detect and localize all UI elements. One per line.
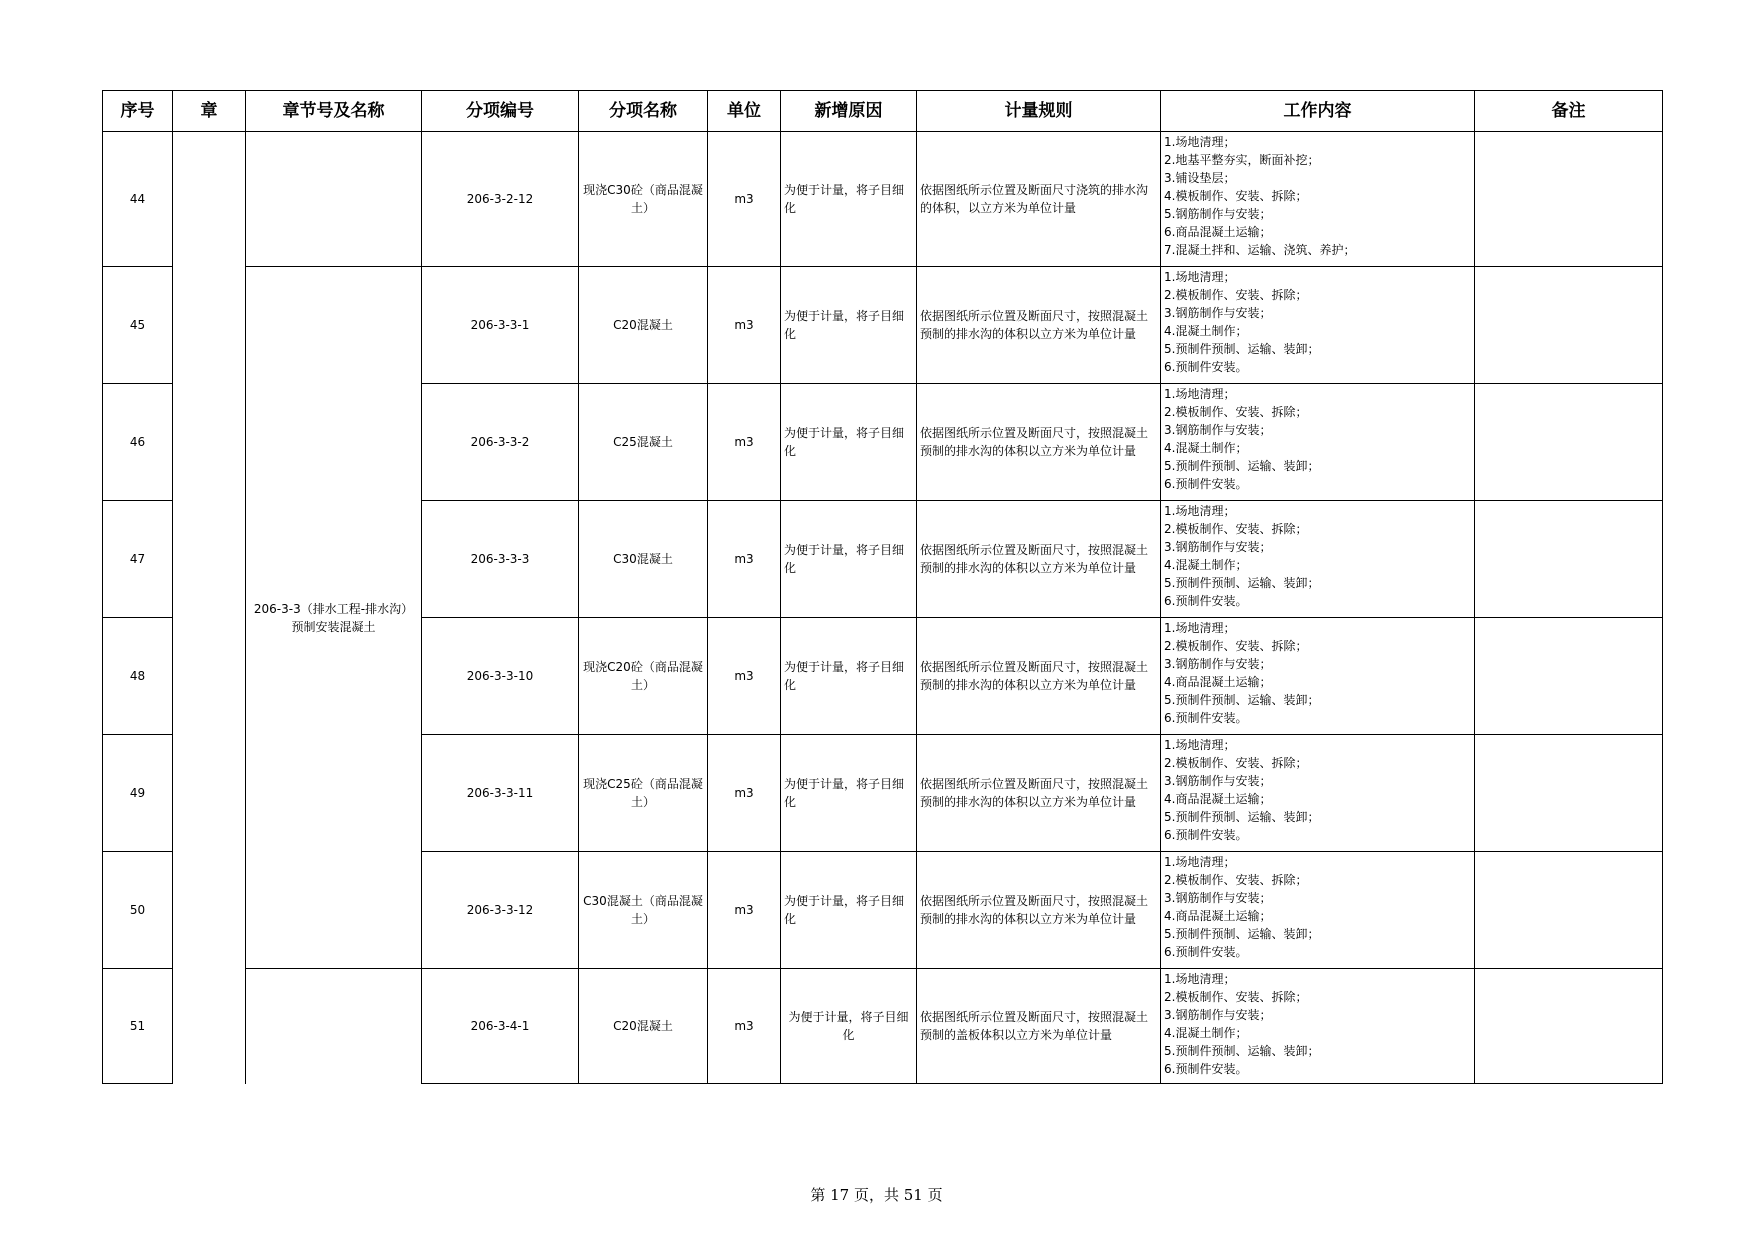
cell-section: 206-3-3（排水工程-排水沟）预制安装混凝土 <box>246 267 422 969</box>
cell-work <box>1161 969 1475 1084</box>
cell-rule: 依据图纸所示位置及断面尺寸，按照混凝土预制的排水沟的体积以立方米为单位计量 <box>917 852 1161 969</box>
cell-reason: 为便于计量，将子目细化 <box>781 384 917 501</box>
cell-rule: 依据图纸所示位置及断面尺寸，按照混凝土预制的盖板体积以立方米为单位计量 <box>917 969 1161 1084</box>
work-item: 2.地基平整夯实，断面补挖； <box>1164 153 1320 167</box>
cell-reason: 为便于计量，将子目细化 <box>781 852 917 969</box>
cell-rule: 依据图纸所示位置及断面尺寸，按照混凝土预制的排水沟的体积以立方米为单位计量 <box>917 735 1161 852</box>
cell-remark <box>1475 852 1663 969</box>
cell-work <box>1161 618 1475 735</box>
cell-unit: m3 <box>708 384 781 501</box>
cell-work <box>1161 132 1475 267</box>
work-item: 5.钢筋制作与安装； <box>1164 207 1272 221</box>
work-item: 4.混凝土制作； <box>1164 324 1248 338</box>
work-item: 4.商品混凝土运输； <box>1164 675 1272 689</box>
work-item: 7.混凝土拌和、运输、浇筑、养护； <box>1164 243 1356 257</box>
work-item: 6.预制件安装。 <box>1164 477 1248 491</box>
header-no: 序号 <box>103 91 173 132</box>
work-item: 2.模板制作、安装、拆除； <box>1164 288 1308 302</box>
header-section: 章节号及名称 <box>246 91 422 132</box>
work-item: 4.商品混凝土运输； <box>1164 792 1272 806</box>
cell-work <box>1161 267 1475 384</box>
work-item: 6.预制件安装。 <box>1164 711 1248 725</box>
cell-unit: m3 <box>708 132 781 267</box>
cell-name: C30混凝土（商品混凝土） <box>579 852 708 969</box>
header-name: 分项名称 <box>579 91 708 132</box>
work-item: 6.预制件安装。 <box>1164 828 1248 842</box>
cell-section-empty <box>246 969 422 1084</box>
header-remark: 备注 <box>1475 91 1663 132</box>
work-item: 6.预制件安装。 <box>1164 945 1248 959</box>
cell-no: 47 <box>103 501 173 618</box>
cell-code: 206-3-3-12 <box>422 852 579 969</box>
work-item: 3.钢筋制作与安装； <box>1164 540 1272 554</box>
cell-no: 51 <box>103 969 173 1084</box>
work-item: 5.预制件预制、运输、装卸； <box>1164 693 1320 707</box>
table-row <box>103 267 1663 384</box>
cell-no: 48 <box>103 618 173 735</box>
cell-reason: 为便于计量，将子目细化 <box>781 969 917 1084</box>
cell-remark <box>1475 501 1663 618</box>
cell-work <box>1161 735 1475 852</box>
cell-rule: 依据图纸所示位置及断面尺寸，按照混凝土预制的排水沟的体积以立方米为单位计量 <box>917 618 1161 735</box>
cell-name: C20混凝土 <box>579 267 708 384</box>
header-row <box>103 91 1663 132</box>
work-item: 3.钢筋制作与安装； <box>1164 657 1272 671</box>
cell-no: 46 <box>103 384 173 501</box>
cell-code: 206-3-3-1 <box>422 267 579 384</box>
work-item: 5.预制件预制、运输、装卸； <box>1164 927 1320 941</box>
cell-code: 206-3-3-10 <box>422 618 579 735</box>
work-item: 6.商品混凝土运输； <box>1164 225 1272 239</box>
header-rule: 计量规则 <box>917 91 1161 132</box>
work-item: 3.铺设垫层； <box>1164 171 1236 185</box>
work-item: 6.预制件安装。 <box>1164 1062 1248 1076</box>
work-item: 3.钢筋制作与安装； <box>1164 891 1272 905</box>
cell-unit: m3 <box>708 735 781 852</box>
work-item: 1.场地清理； <box>1164 387 1236 401</box>
cell-reason: 为便于计量，将子目细化 <box>781 501 917 618</box>
work-item: 2.模板制作、安装、拆除； <box>1164 873 1308 887</box>
cell-remark <box>1475 132 1663 267</box>
table-row <box>103 132 1663 267</box>
cell-unit: m3 <box>708 852 781 969</box>
work-item: 1.场地清理； <box>1164 135 1236 149</box>
cell-code: 206-3-3-3 <box>422 501 579 618</box>
work-item: 4.混凝土制作； <box>1164 1026 1248 1040</box>
cell-remark <box>1475 969 1663 1084</box>
work-item: 3.钢筋制作与安装； <box>1164 774 1272 788</box>
cell-remark <box>1475 735 1663 852</box>
work-item: 4.商品混凝土运输； <box>1164 909 1272 923</box>
cell-rule: 依据图纸所示位置及断面尺寸，按照混凝土预制的排水沟的体积以立方米为单位计量 <box>917 267 1161 384</box>
measurement-table <box>102 90 1663 1084</box>
cell-code: 206-3-3-2 <box>422 384 579 501</box>
cell-work <box>1161 852 1475 969</box>
cell-section-empty <box>246 132 422 267</box>
cell-name: C20混凝土 <box>579 969 708 1084</box>
work-item: 1.场地清理； <box>1164 738 1236 752</box>
work-item: 2.模板制作、安装、拆除； <box>1164 522 1308 536</box>
cell-chapter <box>173 132 246 1084</box>
header-chapter: 章 <box>173 91 246 132</box>
work-item: 6.预制件安装。 <box>1164 594 1248 608</box>
table-row <box>103 969 1663 1084</box>
work-item: 5.预制件预制、运输、装卸； <box>1164 342 1320 356</box>
work-item: 5.预制件预制、运输、装卸； <box>1164 576 1320 590</box>
work-item: 1.场地清理； <box>1164 855 1236 869</box>
work-item: 1.场地清理； <box>1164 504 1236 518</box>
work-item: 2.模板制作、安装、拆除； <box>1164 756 1308 770</box>
cell-reason: 为便于计量，将子目细化 <box>781 735 917 852</box>
page-footer: 第 17 页，共 51 页 <box>810 1186 943 1204</box>
work-item: 5.预制件预制、运输、装卸； <box>1164 1044 1320 1058</box>
cell-code: 206-3-3-11 <box>422 735 579 852</box>
cell-name: 现浇C25砼（商品混凝土） <box>579 735 708 852</box>
cell-reason: 为便于计量，将子目细化 <box>781 267 917 384</box>
work-item: 4.模板制作、安装、拆除； <box>1164 189 1308 203</box>
cell-remark <box>1475 618 1663 735</box>
work-item: 2.模板制作、安装、拆除； <box>1164 990 1308 1004</box>
cell-code: 206-3-2-12 <box>422 132 579 267</box>
work-item: 1.场地清理； <box>1164 972 1236 986</box>
header-unit: 单位 <box>708 91 781 132</box>
work-item: 6.预制件安装。 <box>1164 360 1248 374</box>
header-code: 分项编号 <box>422 91 579 132</box>
cell-unit: m3 <box>708 618 781 735</box>
cell-reason: 为便于计量，将子目细化 <box>781 618 917 735</box>
cell-remark <box>1475 384 1663 501</box>
cell-no: 50 <box>103 852 173 969</box>
cell-no: 45 <box>103 267 173 384</box>
cell-reason: 为便于计量，将子目细化 <box>781 132 917 267</box>
cell-unit: m3 <box>708 501 781 618</box>
header-reason: 新增原因 <box>781 91 917 132</box>
cell-rule: 依据图纸所示位置及断面尺寸浇筑的排水沟的体积，以立方米为单位计量 <box>917 132 1161 267</box>
cell-remark <box>1475 267 1663 384</box>
work-item: 5.预制件预制、运输、装卸； <box>1164 810 1320 824</box>
work-item: 3.钢筋制作与安装； <box>1164 306 1272 320</box>
work-item: 2.模板制作、安装、拆除； <box>1164 405 1308 419</box>
work-item: 2.模板制作、安装、拆除； <box>1164 639 1308 653</box>
cell-work <box>1161 501 1475 618</box>
cell-unit: m3 <box>708 267 781 384</box>
cell-rule: 依据图纸所示位置及断面尺寸，按照混凝土预制的排水沟的体积以立方米为单位计量 <box>917 384 1161 501</box>
cell-name: C25混凝土 <box>579 384 708 501</box>
work-item: 4.混凝土制作； <box>1164 558 1248 572</box>
cell-name: C30混凝土 <box>579 501 708 618</box>
header-work: 工作内容 <box>1161 91 1475 132</box>
work-item: 4.混凝土制作； <box>1164 441 1248 455</box>
work-item: 3.钢筋制作与安装； <box>1164 1008 1272 1022</box>
cell-code: 206-3-4-1 <box>422 969 579 1084</box>
cell-name: 现浇C30砼（商品混凝土） <box>579 132 708 267</box>
work-item: 1.场地清理； <box>1164 270 1236 284</box>
cell-rule: 依据图纸所示位置及断面尺寸，按照混凝土预制的排水沟的体积以立方米为单位计量 <box>917 501 1161 618</box>
cell-unit: m3 <box>708 969 781 1084</box>
cell-no: 44 <box>103 132 173 267</box>
cell-name: 现浇C20砼（商品混凝土） <box>579 618 708 735</box>
work-item: 1.场地清理； <box>1164 621 1236 635</box>
work-item: 3.钢筋制作与安装； <box>1164 423 1272 437</box>
work-item: 5.预制件预制、运输、装卸； <box>1164 459 1320 473</box>
cell-no: 49 <box>103 735 173 852</box>
cell-work <box>1161 384 1475 501</box>
